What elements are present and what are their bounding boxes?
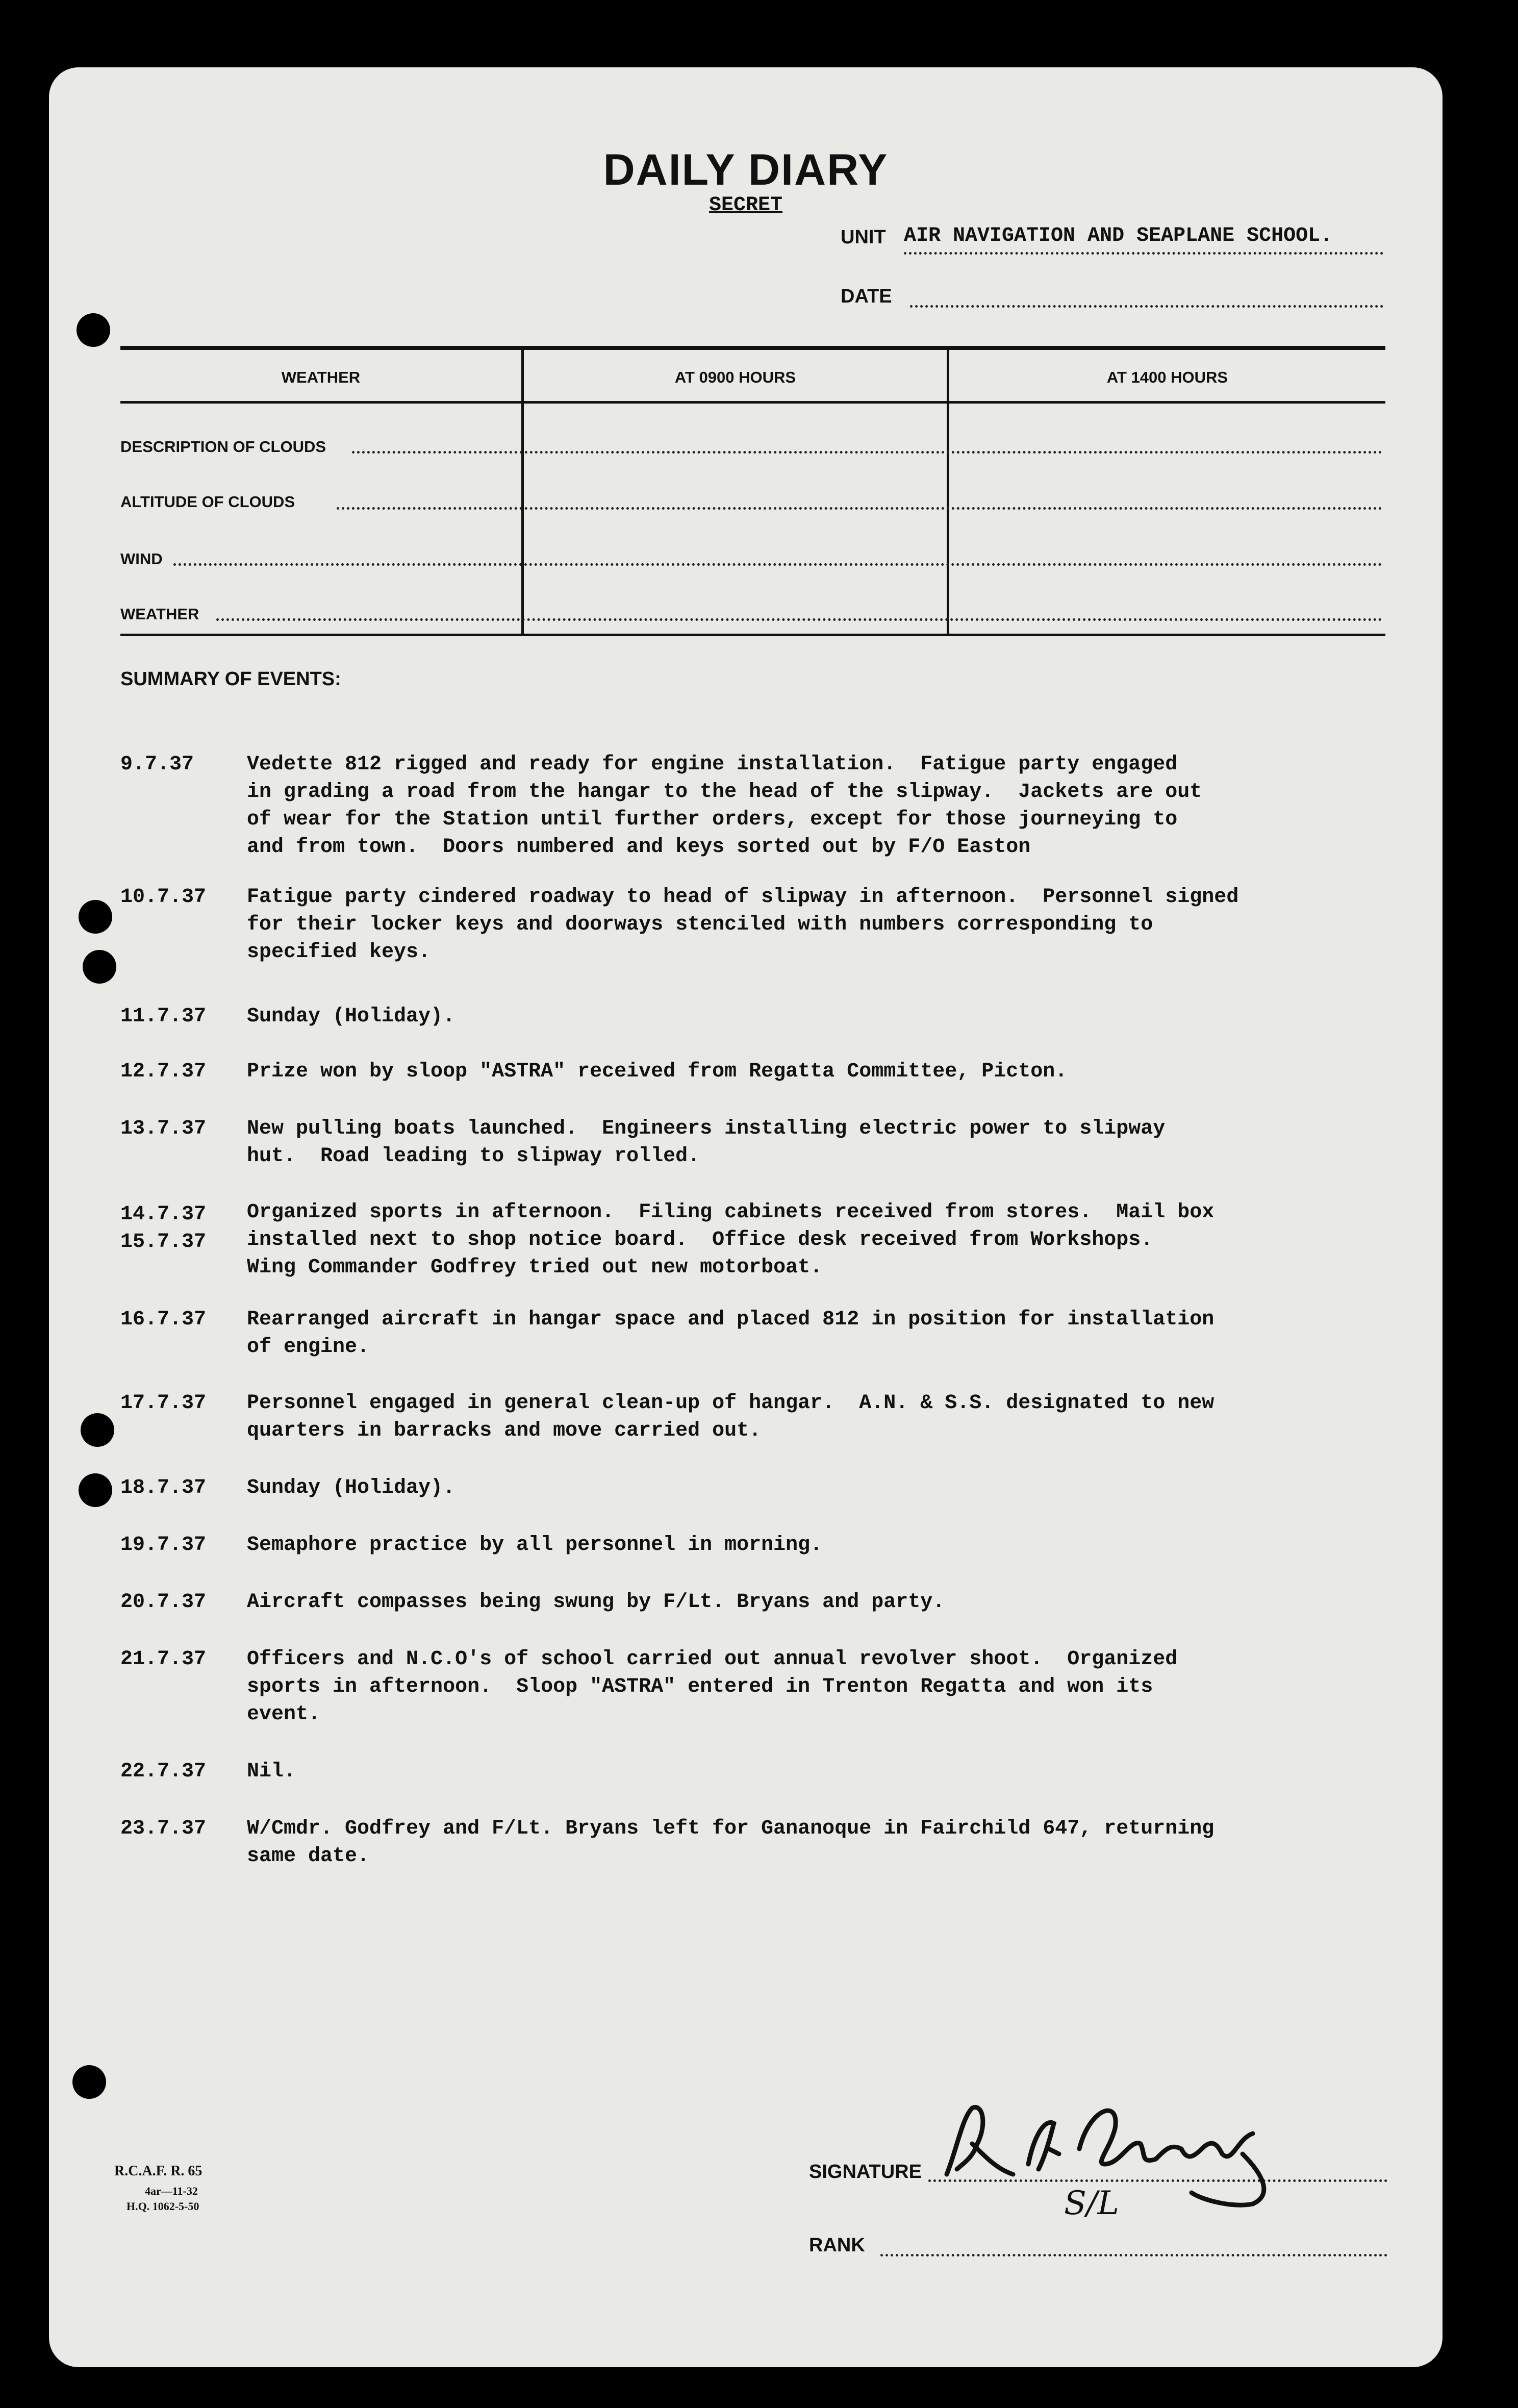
event-text: W/Cmdr. Godfrey and F/Lt. Bryans left for Gananoque in Fairchild 647, returning same date. [247, 1817, 1215, 1868]
weather-row-label: WIND [120, 550, 163, 568]
1400-column-header: AT 1400 HOURS [1106, 368, 1228, 386]
event-date: 19.7.37 [120, 1534, 207, 1557]
event-date: 12.7.37 [120, 1060, 207, 1083]
form-line-3: H.Q. 1062-5-50 [127, 2200, 199, 2213]
rank-handwritten: S/L [1064, 2185, 1119, 2222]
event-date: 9.7.37 [120, 753, 194, 776]
event-text: Sunday (Holiday). [247, 1476, 456, 1499]
table-header-rule [120, 401, 1385, 404]
event-text: Semaphore practice by all personnel in morning. [247, 1534, 823, 1557]
table-top-rule [120, 346, 1385, 350]
event-text: New pulling boats launched. Engineers installing electric power to slipway hut. Road leading to slipway rolled. [247, 1117, 1166, 1168]
handwritten-signature [926, 2088, 1345, 2210]
event-text: Prize won by sloop "ASTRA" received from Regatta Committee, Picton. [247, 1060, 1068, 1083]
diary-page [49, 67, 1443, 2367]
event-text: Sunday (Holiday). [247, 1005, 456, 1028]
event-date: 13.7.37 [120, 1117, 207, 1140]
0900-column-header: AT 0900 HOURS [674, 368, 796, 386]
event-text: Nil. [247, 1760, 296, 1783]
unit-dotted-line [904, 252, 1383, 255]
rank-label: RANK [809, 2235, 865, 2256]
event-text: Officers and N.C.O's of school carried out annual revolver shoot. Organized sports in afternoon. Sloop "ASTRA" entered in Trenton Regatta and won its event. [247, 1648, 1178, 1726]
punch-hole [79, 900, 112, 934]
event-date: 21.7.37 [120, 1648, 207, 1671]
punch-hole [79, 1473, 112, 1507]
unit-label: UNIT [841, 227, 886, 248]
punch-hole [81, 1413, 114, 1447]
event-text: Organized sports in afternoon. Filing cabinets received from stores. Mail box installed next to shop notice board. Office desk received from Workshops. Wing Commander Godfrey tried out new motorboat. [247, 1201, 1215, 1279]
form-number: R.C.A.F. R. 65 [114, 2163, 203, 2179]
row-dotted-line [173, 563, 1382, 566]
date-dotted-line [910, 305, 1383, 308]
event-text: Aircraft compasses being swung by F/Lt. Bryans and party. [247, 1591, 945, 1614]
event-date: 17.7.37 [120, 1392, 207, 1415]
event-date: 18.7.37 [120, 1476, 207, 1499]
row-dotted-line [216, 618, 1382, 621]
signature-label: SIGNATURE [809, 2161, 922, 2183]
form-line-2: 4ar—11-32 [145, 2185, 198, 2197]
punch-hole [83, 950, 116, 984]
page-title: DAILY DIARY [603, 145, 889, 194]
date-label: DATE [841, 286, 892, 307]
event-text: Fatigue party cindered roadway to head of slipway in afternoon. Personnel signed for their locker keys and doorways stenciled with numbers corresponding to specified keys. [247, 886, 1239, 964]
table-col-divider [947, 349, 949, 636]
weather-row-label: ALTITUDE OF CLOUDS [120, 493, 295, 511]
rank-dotted-line [880, 2254, 1387, 2256]
classification-stamp: SECRET [709, 194, 783, 217]
event-date: 11.7.37 [120, 1005, 207, 1028]
event-date: 14.7.37 15.7.37 [120, 1203, 207, 1253]
event-date: 20.7.37 [120, 1591, 207, 1614]
event-date: 16.7.37 [120, 1308, 207, 1331]
event-text: Vedette 812 rigged and ready for engine installation. Fatigue party engaged in grading a road from the hangar to the head of the slipway. Jackets are out of wear for the Station until further orders, except for those journeying to and from town. Doors numbered and keys sorted out by F/O Easton [247, 753, 1202, 859]
row-dotted-line [337, 507, 1382, 510]
table-bottom-rule [120, 634, 1385, 636]
punch-hole [72, 2065, 106, 2099]
event-date: 23.7.37 [120, 1817, 207, 1840]
punch-hole [77, 313, 110, 347]
weather-column-header: WEATHER [281, 368, 361, 386]
weather-row-label: DESCRIPTION OF CLOUDS [120, 438, 326, 456]
event-date: 22.7.37 [120, 1760, 207, 1783]
event-text: Rearranged aircraft in hangar space and placed 812 in position for installation of engine. [247, 1308, 1215, 1359]
event-text: Personnel engaged in general clean-up of hangar. A.N. & S.S. designated to new quarters in barracks and move carried out. [247, 1392, 1215, 1442]
weather-row-label: WEATHER [120, 605, 199, 623]
table-col-divider [521, 349, 524, 636]
summary-heading: SUMMARY OF EVENTS: [120, 668, 341, 690]
unit-value: AIR NAVIGATION AND SEAPLANE SCHOOL. [904, 224, 1333, 247]
row-dotted-line [352, 451, 1382, 454]
event-date: 10.7.37 [120, 886, 207, 909]
